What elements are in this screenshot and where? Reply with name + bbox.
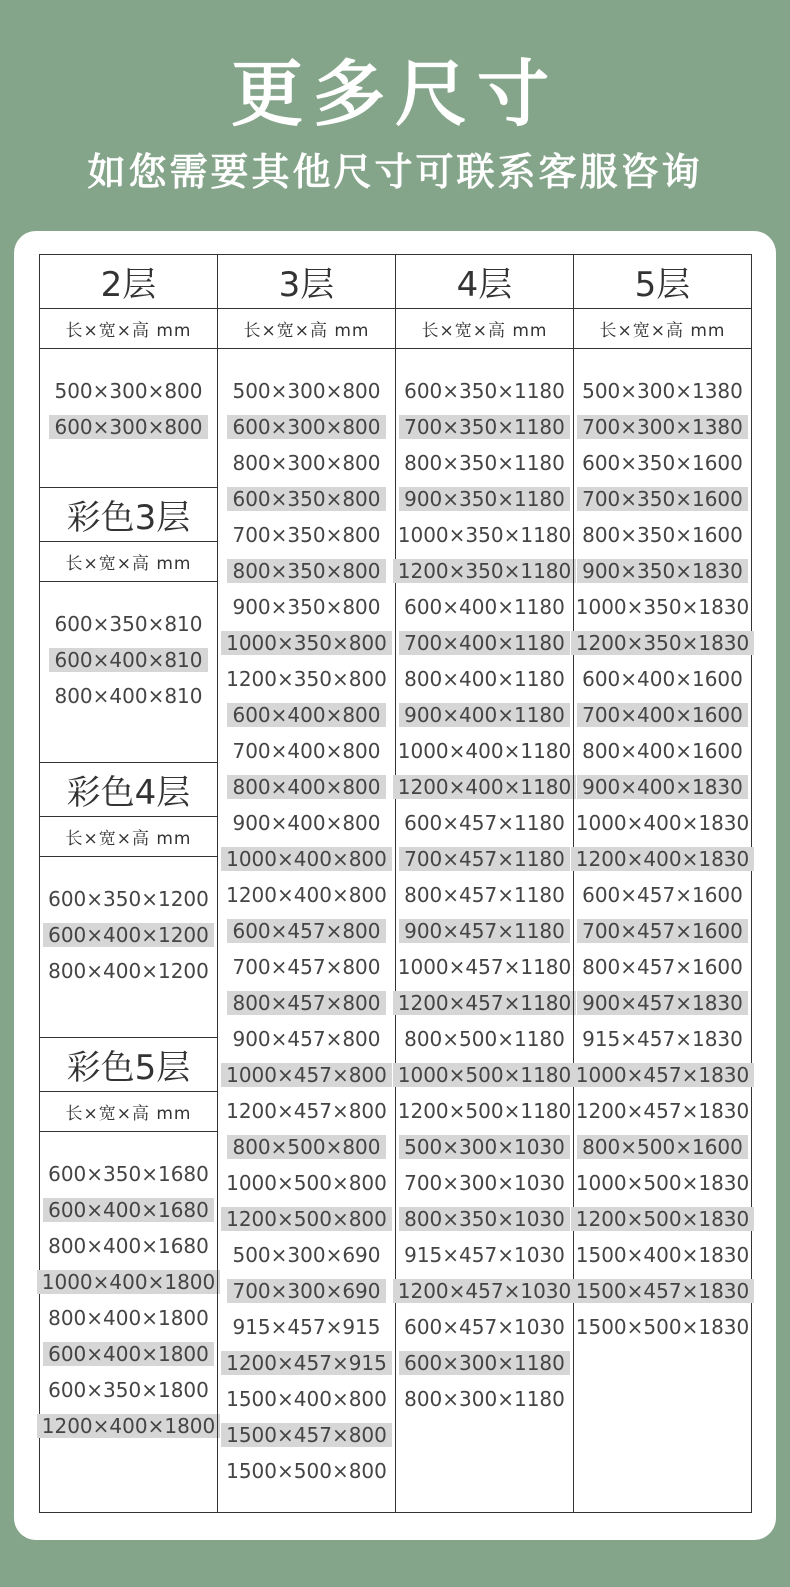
- size-item-text: 600×300×800: [49, 415, 207, 439]
- size-item: [227, 769, 385, 805]
- size-item: [577, 985, 748, 1021]
- size-item: [399, 625, 570, 661]
- header-color-3-tier: 彩色3层: [40, 488, 217, 542]
- column-2-tier: [40, 255, 217, 1512]
- size-item-text: 1000×400×800: [221, 847, 392, 871]
- size-item-text: 700×350×1180: [399, 415, 570, 439]
- size-item: [399, 1309, 570, 1345]
- size-item-text: 1000×350×800: [221, 631, 392, 655]
- size-item: [399, 841, 570, 877]
- size-item: [571, 805, 755, 841]
- block-2-tier: [40, 349, 217, 488]
- size-item-text: 1000×350×1830: [575, 595, 750, 619]
- size-item: [43, 1192, 214, 1228]
- size-item-text: 800×400×1180: [404, 667, 565, 691]
- size-item-text: 800×457×1600: [582, 955, 743, 979]
- size-item-text: 1200×457×1030: [393, 1279, 577, 1303]
- size-item: [577, 553, 748, 589]
- size-item: [577, 877, 748, 913]
- size-item-text: 600×400×1600: [582, 667, 743, 691]
- size-item: [227, 697, 385, 733]
- size-item-text: 600×350×1680: [48, 1162, 209, 1186]
- size-item: [227, 409, 385, 445]
- size-item-text: 1200×500×800: [221, 1207, 392, 1231]
- size-item: [227, 445, 385, 481]
- size-item: [227, 985, 385, 1021]
- size-item-text: 800×350×1600: [582, 523, 743, 547]
- size-item: [43, 1228, 214, 1264]
- size-item: [399, 1201, 570, 1237]
- size-item-text: 600×400×1180: [404, 595, 565, 619]
- size-item-text: 600×400×1680: [43, 1198, 214, 1222]
- size-item: [227, 733, 385, 769]
- size-item-text: 900×350×1180: [399, 487, 570, 511]
- size-item: [221, 661, 392, 697]
- size-item-text: 800×400×1800: [48, 1306, 209, 1330]
- size-item-text: 1500×457×800: [221, 1423, 392, 1447]
- size-list: [218, 349, 395, 1489]
- size-item-text: 900×400×800: [232, 811, 381, 835]
- unit-label: 长×宽×高 mm: [40, 542, 217, 582]
- size-item-text: 800×400×800: [227, 775, 385, 799]
- size-list: [40, 857, 217, 989]
- size-item: [393, 1273, 577, 1309]
- size-item: [227, 589, 385, 625]
- size-item-text: 1500×400×1830: [575, 1243, 750, 1267]
- size-item-text: 600×350×1180: [404, 379, 565, 403]
- page-title: 更多尺寸: [230, 52, 559, 136]
- size-item-text: 800×500×1600: [577, 1135, 748, 1159]
- size-item: [399, 1165, 570, 1201]
- unit-label: 长×宽×高 mm: [40, 1092, 217, 1132]
- size-item-text: 1200×457×800: [226, 1099, 387, 1123]
- size-item: [37, 1408, 221, 1444]
- size-item: [577, 517, 748, 553]
- size-item-text: 800×350×800: [227, 559, 385, 583]
- size-item: [49, 606, 207, 642]
- size-item-text: 600×457×1180: [404, 811, 565, 835]
- size-item: [393, 1057, 577, 1093]
- size-item: [43, 1336, 214, 1372]
- column-5-tier: [573, 255, 751, 1512]
- size-item: [571, 1093, 755, 1129]
- size-item-text: 1200×457×915: [221, 1351, 392, 1375]
- size-item: [571, 1309, 755, 1345]
- size-item: [577, 697, 748, 733]
- size-item: [571, 1057, 755, 1093]
- size-item-text: 1500×500×1830: [575, 1315, 750, 1339]
- block-color-4-tier: [40, 857, 217, 1038]
- size-item-text: 700×300×1380: [577, 415, 748, 439]
- size-item: [227, 1273, 385, 1309]
- size-item-text: 800×500×1180: [404, 1027, 565, 1051]
- size-item: [577, 481, 748, 517]
- size-item: [577, 913, 748, 949]
- size-item: [49, 409, 207, 445]
- size-item: [393, 517, 577, 553]
- size-item: [227, 1237, 385, 1273]
- size-item: [399, 409, 570, 445]
- size-item-text: 1200×400×1180: [393, 775, 577, 799]
- size-item-text: 700×300×1030: [404, 1171, 565, 1195]
- size-item-text: 1000×500×800: [226, 1171, 387, 1195]
- size-item-text: 500×300×1380: [582, 379, 743, 403]
- size-item-text: 1200×350×800: [226, 667, 387, 691]
- column-3-tier: [217, 255, 395, 1512]
- size-item: [43, 1156, 214, 1192]
- size-item: [577, 769, 748, 805]
- size-item: [393, 769, 577, 805]
- size-item-text: 600×350×1200: [48, 887, 209, 911]
- size-item: [393, 733, 577, 769]
- size-item-text: 900×457×1180: [399, 919, 570, 943]
- size-item: [221, 1093, 392, 1129]
- size-item: [571, 1165, 755, 1201]
- size-item-text: 900×350×800: [232, 595, 381, 619]
- size-item-text: 915×457×915: [232, 1315, 381, 1339]
- size-item-text: 800×500×800: [227, 1135, 385, 1159]
- size-item: [393, 949, 577, 985]
- size-item-text: 600×400×800: [227, 703, 385, 727]
- header-color-5-tier: 彩色5层: [40, 1038, 217, 1092]
- size-item-text: 500×300×800: [54, 379, 203, 403]
- size-item-text: 1000×500×1830: [575, 1171, 750, 1195]
- size-item: [399, 1381, 570, 1417]
- size-item-text: 900×457×1830: [577, 991, 748, 1015]
- size-item: [577, 373, 748, 409]
- size-item-text: 600×350×1800: [48, 1378, 209, 1402]
- size-item-text: 500×300×800: [232, 379, 381, 403]
- size-item-text: 1200×400×1800: [37, 1414, 221, 1438]
- header-color-4-tier: 彩色4层: [40, 763, 217, 817]
- size-item-text: 1000×457×1180: [397, 955, 572, 979]
- size-item-text: 1000×400×1800: [37, 1270, 221, 1294]
- size-item-text: 800×350×1180: [404, 451, 565, 475]
- size-item: [571, 1201, 755, 1237]
- size-item-text: 900×400×1180: [399, 703, 570, 727]
- size-item-text: 900×350×1830: [577, 559, 748, 583]
- size-item-text: 700×400×800: [232, 739, 381, 763]
- size-item: [577, 1021, 748, 1057]
- size-item: [221, 1165, 392, 1201]
- size-item-text: 915×457×1030: [404, 1243, 565, 1267]
- size-list: [40, 1132, 217, 1444]
- block-color-5-tier: [40, 1132, 217, 1444]
- block-4-tier: [396, 349, 573, 1417]
- size-item-text: 600×457×800: [227, 919, 385, 943]
- size-item: [571, 1237, 755, 1273]
- size-item: [227, 1309, 385, 1345]
- size-item: [399, 1237, 570, 1273]
- size-item: [227, 1129, 385, 1165]
- size-item: [399, 481, 570, 517]
- size-item-text: 700×457×1180: [399, 847, 570, 871]
- size-item-text: 800×400×810: [54, 684, 203, 708]
- size-item: [43, 1372, 214, 1408]
- size-item-text: 1000×500×1180: [393, 1063, 577, 1087]
- size-item-text: 700×457×1600: [577, 919, 748, 943]
- size-item-text: 1000×350×1180: [397, 523, 572, 547]
- size-item: [221, 625, 392, 661]
- size-item: [577, 1129, 748, 1165]
- size-item: [227, 913, 385, 949]
- size-item-text: 700×300×690: [227, 1279, 385, 1303]
- size-item: [399, 445, 570, 481]
- size-item-text: 600×457×1600: [582, 883, 743, 907]
- size-item: [571, 589, 755, 625]
- header-3-tier: 3层: [218, 255, 395, 309]
- size-item-text: 800×300×800: [232, 451, 381, 475]
- size-item: [227, 517, 385, 553]
- header-4-tier: 4层: [396, 255, 573, 309]
- block-3-tier: [218, 349, 395, 1489]
- size-item-text: 500×300×1030: [399, 1135, 570, 1159]
- unit-label: 长×宽×高 mm: [40, 817, 217, 857]
- page-subtitle: 如您需要其他尺寸可联系客服咨询: [87, 150, 703, 194]
- size-item: [43, 1300, 214, 1336]
- size-item-text: 1200×400×1830: [571, 847, 755, 871]
- size-item-text: 900×400×1830: [577, 775, 748, 799]
- size-item-text: 700×350×1600: [577, 487, 748, 511]
- size-item: [399, 697, 570, 733]
- size-item-text: 1000×457×1830: [571, 1063, 755, 1087]
- size-list: [40, 349, 217, 445]
- size-item: [399, 1129, 570, 1165]
- size-item-text: 700×400×1600: [577, 703, 748, 727]
- size-item-text: 800×400×1680: [48, 1234, 209, 1258]
- size-item-text: 600×350×810: [54, 612, 203, 636]
- block-color-3-tier: [40, 582, 217, 763]
- size-item: [221, 1201, 392, 1237]
- size-item-text: 600×400×810: [49, 648, 207, 672]
- size-item-text: 600×400×1200: [43, 923, 214, 947]
- size-item: [399, 589, 570, 625]
- size-item: [393, 553, 577, 589]
- size-item: [577, 661, 748, 697]
- size-item: [577, 445, 748, 481]
- size-item: [399, 373, 570, 409]
- size-item-text: 800×400×1600: [582, 739, 743, 763]
- size-item-text: 1200×350×1180: [393, 559, 577, 583]
- size-item-text: 1200×457×1830: [575, 1099, 750, 1123]
- size-item-text: 1000×457×800: [221, 1063, 392, 1087]
- size-item: [577, 733, 748, 769]
- size-item-text: 700×457×800: [232, 955, 381, 979]
- unit-label: 长×宽×高 mm: [40, 309, 217, 349]
- unit-label: 长×宽×高 mm: [396, 309, 573, 349]
- unit-label: 长×宽×高 mm: [574, 309, 751, 349]
- size-item-text: 1500×400×800: [226, 1387, 387, 1411]
- size-item: [221, 1453, 392, 1489]
- size-item: [577, 949, 748, 985]
- size-item-text: 800×457×800: [227, 991, 385, 1015]
- block-5-tier: [574, 349, 751, 1345]
- size-item-text: 800×400×1200: [48, 959, 209, 983]
- size-item-text: 1500×500×800: [226, 1459, 387, 1483]
- size-item: [221, 1417, 392, 1453]
- size-item-text: 700×400×1180: [399, 631, 570, 655]
- size-list: [574, 349, 751, 1345]
- column-4-tier: [395, 255, 573, 1512]
- size-item: [221, 841, 392, 877]
- size-list: [396, 349, 573, 1417]
- size-table: [39, 254, 752, 1513]
- size-item: [221, 1057, 392, 1093]
- header-2-tier: 2层: [40, 255, 217, 309]
- size-item-text: 600×300×800: [227, 415, 385, 439]
- size-item: [43, 881, 214, 917]
- size-item-text: 800×300×1180: [404, 1387, 565, 1411]
- size-item: [399, 661, 570, 697]
- size-item: [399, 913, 570, 949]
- size-item: [399, 1021, 570, 1057]
- size-item-text: 700×350×800: [232, 523, 381, 547]
- size-item-text: 1200×400×800: [226, 883, 387, 907]
- size-item-text: 500×300×690: [232, 1243, 381, 1267]
- size-item: [221, 877, 392, 913]
- size-item-text: 600×300×1180: [399, 1351, 570, 1375]
- size-item: [577, 409, 748, 445]
- size-item: [571, 1273, 755, 1309]
- size-item: [227, 1021, 385, 1057]
- size-item-text: 1200×500×1830: [571, 1207, 755, 1231]
- size-item-text: 1200×457×1180: [393, 991, 577, 1015]
- size-item-text: 800×457×1180: [404, 883, 565, 907]
- size-item-text: 1000×400×1180: [397, 739, 572, 763]
- size-item: [227, 949, 385, 985]
- size-item-text: 1500×457×1830: [571, 1279, 755, 1303]
- size-item-text: 600×457×1030: [404, 1315, 565, 1339]
- size-item: [399, 877, 570, 913]
- size-item-text: 600×350×800: [227, 487, 385, 511]
- unit-label: 长×宽×高 mm: [218, 309, 395, 349]
- size-item: [49, 642, 207, 678]
- size-item: [393, 985, 577, 1021]
- size-item: [43, 917, 214, 953]
- size-item: [227, 553, 385, 589]
- size-list: [40, 582, 217, 714]
- size-item-text: 1200×500×1180: [397, 1099, 572, 1123]
- size-item: [37, 1264, 221, 1300]
- size-item-text: 1000×400×1830: [575, 811, 750, 835]
- size-item: [49, 678, 207, 714]
- size-item-text: 600×350×1600: [582, 451, 743, 475]
- size-item-text: 1200×350×1830: [571, 631, 755, 655]
- size-item: [49, 373, 207, 409]
- size-item-text: 915×457×1830: [582, 1027, 743, 1051]
- size-item: [221, 1345, 392, 1381]
- size-item-text: 800×350×1030: [399, 1207, 570, 1231]
- size-item: [227, 805, 385, 841]
- header-5-tier: 5层: [574, 255, 751, 309]
- size-item: [43, 953, 214, 989]
- size-item: [227, 481, 385, 517]
- size-item: [399, 1345, 570, 1381]
- size-item-text: 900×457×800: [232, 1027, 381, 1051]
- size-item-text: 600×400×1800: [43, 1342, 214, 1366]
- size-item: [571, 841, 755, 877]
- size-item: [399, 805, 570, 841]
- size-item: [221, 1381, 392, 1417]
- size-item: [571, 625, 755, 661]
- size-item: [227, 373, 385, 409]
- size-item: [393, 1093, 577, 1129]
